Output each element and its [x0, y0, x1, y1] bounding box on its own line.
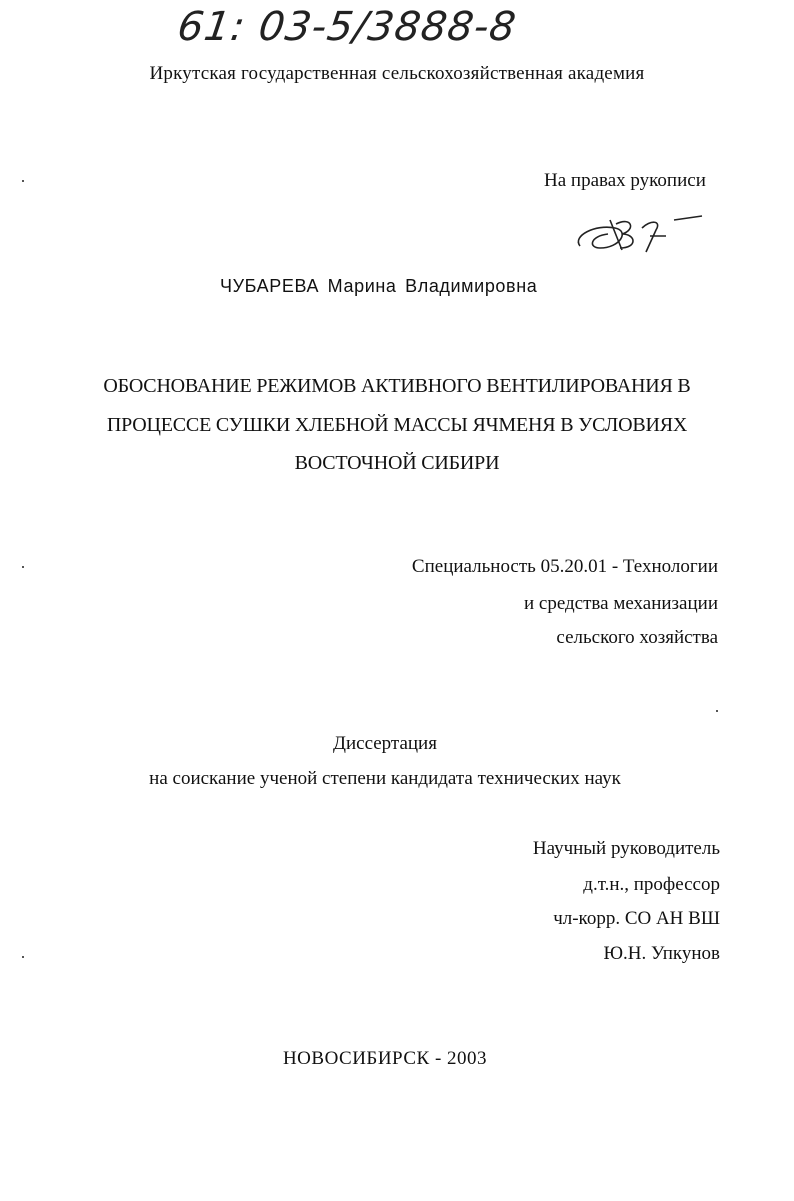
dissertation-label: Диссертация: [333, 733, 437, 754]
specialty-line: и средства механизации: [523, 593, 718, 614]
manuscript-rights-note: На правах рукописи: [544, 170, 706, 191]
supervisor-line: Научный руководитель: [532, 838, 720, 859]
scan-dot: [22, 956, 24, 958]
degree-line: на соискание ученой степени кандидата технических наук: [149, 768, 621, 789]
scan-dot: [22, 180, 24, 182]
scan-dot: [22, 566, 24, 568]
dissertation-title-line: ПРОЦЕССЕ СУШКИ ХЛЕБНОЙ МАССЫ ЯЧМЕНЯ В УСЛОВИЯХ: [106, 414, 688, 436]
specialty-line: сельского хозяйства: [556, 627, 718, 648]
handwritten-archive-code: 61: 03-5/3888-8: [174, 4, 520, 50]
dissertation-title-line: ОБОСНОВАНИЕ РЕЖИМОВ АКТИВНОГО ВЕНТИЛИРОВАНИЯ В: [103, 375, 691, 397]
institution-name: Иркутская государственная сельскохозяйственная академия: [149, 63, 645, 84]
city-year: НОВОСИБИРСК - 2003: [282, 1048, 488, 1069]
specialty-line: Специальность 05.20.01 - Технологии: [411, 556, 718, 577]
supervisor-line: чл-корр. СО АН ВШ: [553, 908, 720, 929]
author-name: ЧУБАРЕВА Марина Владимировна: [220, 276, 538, 296]
supervisor-line: д.т.н., профессор: [583, 874, 720, 895]
signature-icon: [570, 206, 710, 261]
scan-dot: [716, 710, 718, 712]
supervisor-line: Ю.Н. Упкунов: [603, 943, 720, 964]
dissertation-title-line: ВОСТОЧНОЙ СИБИРИ: [294, 452, 500, 474]
